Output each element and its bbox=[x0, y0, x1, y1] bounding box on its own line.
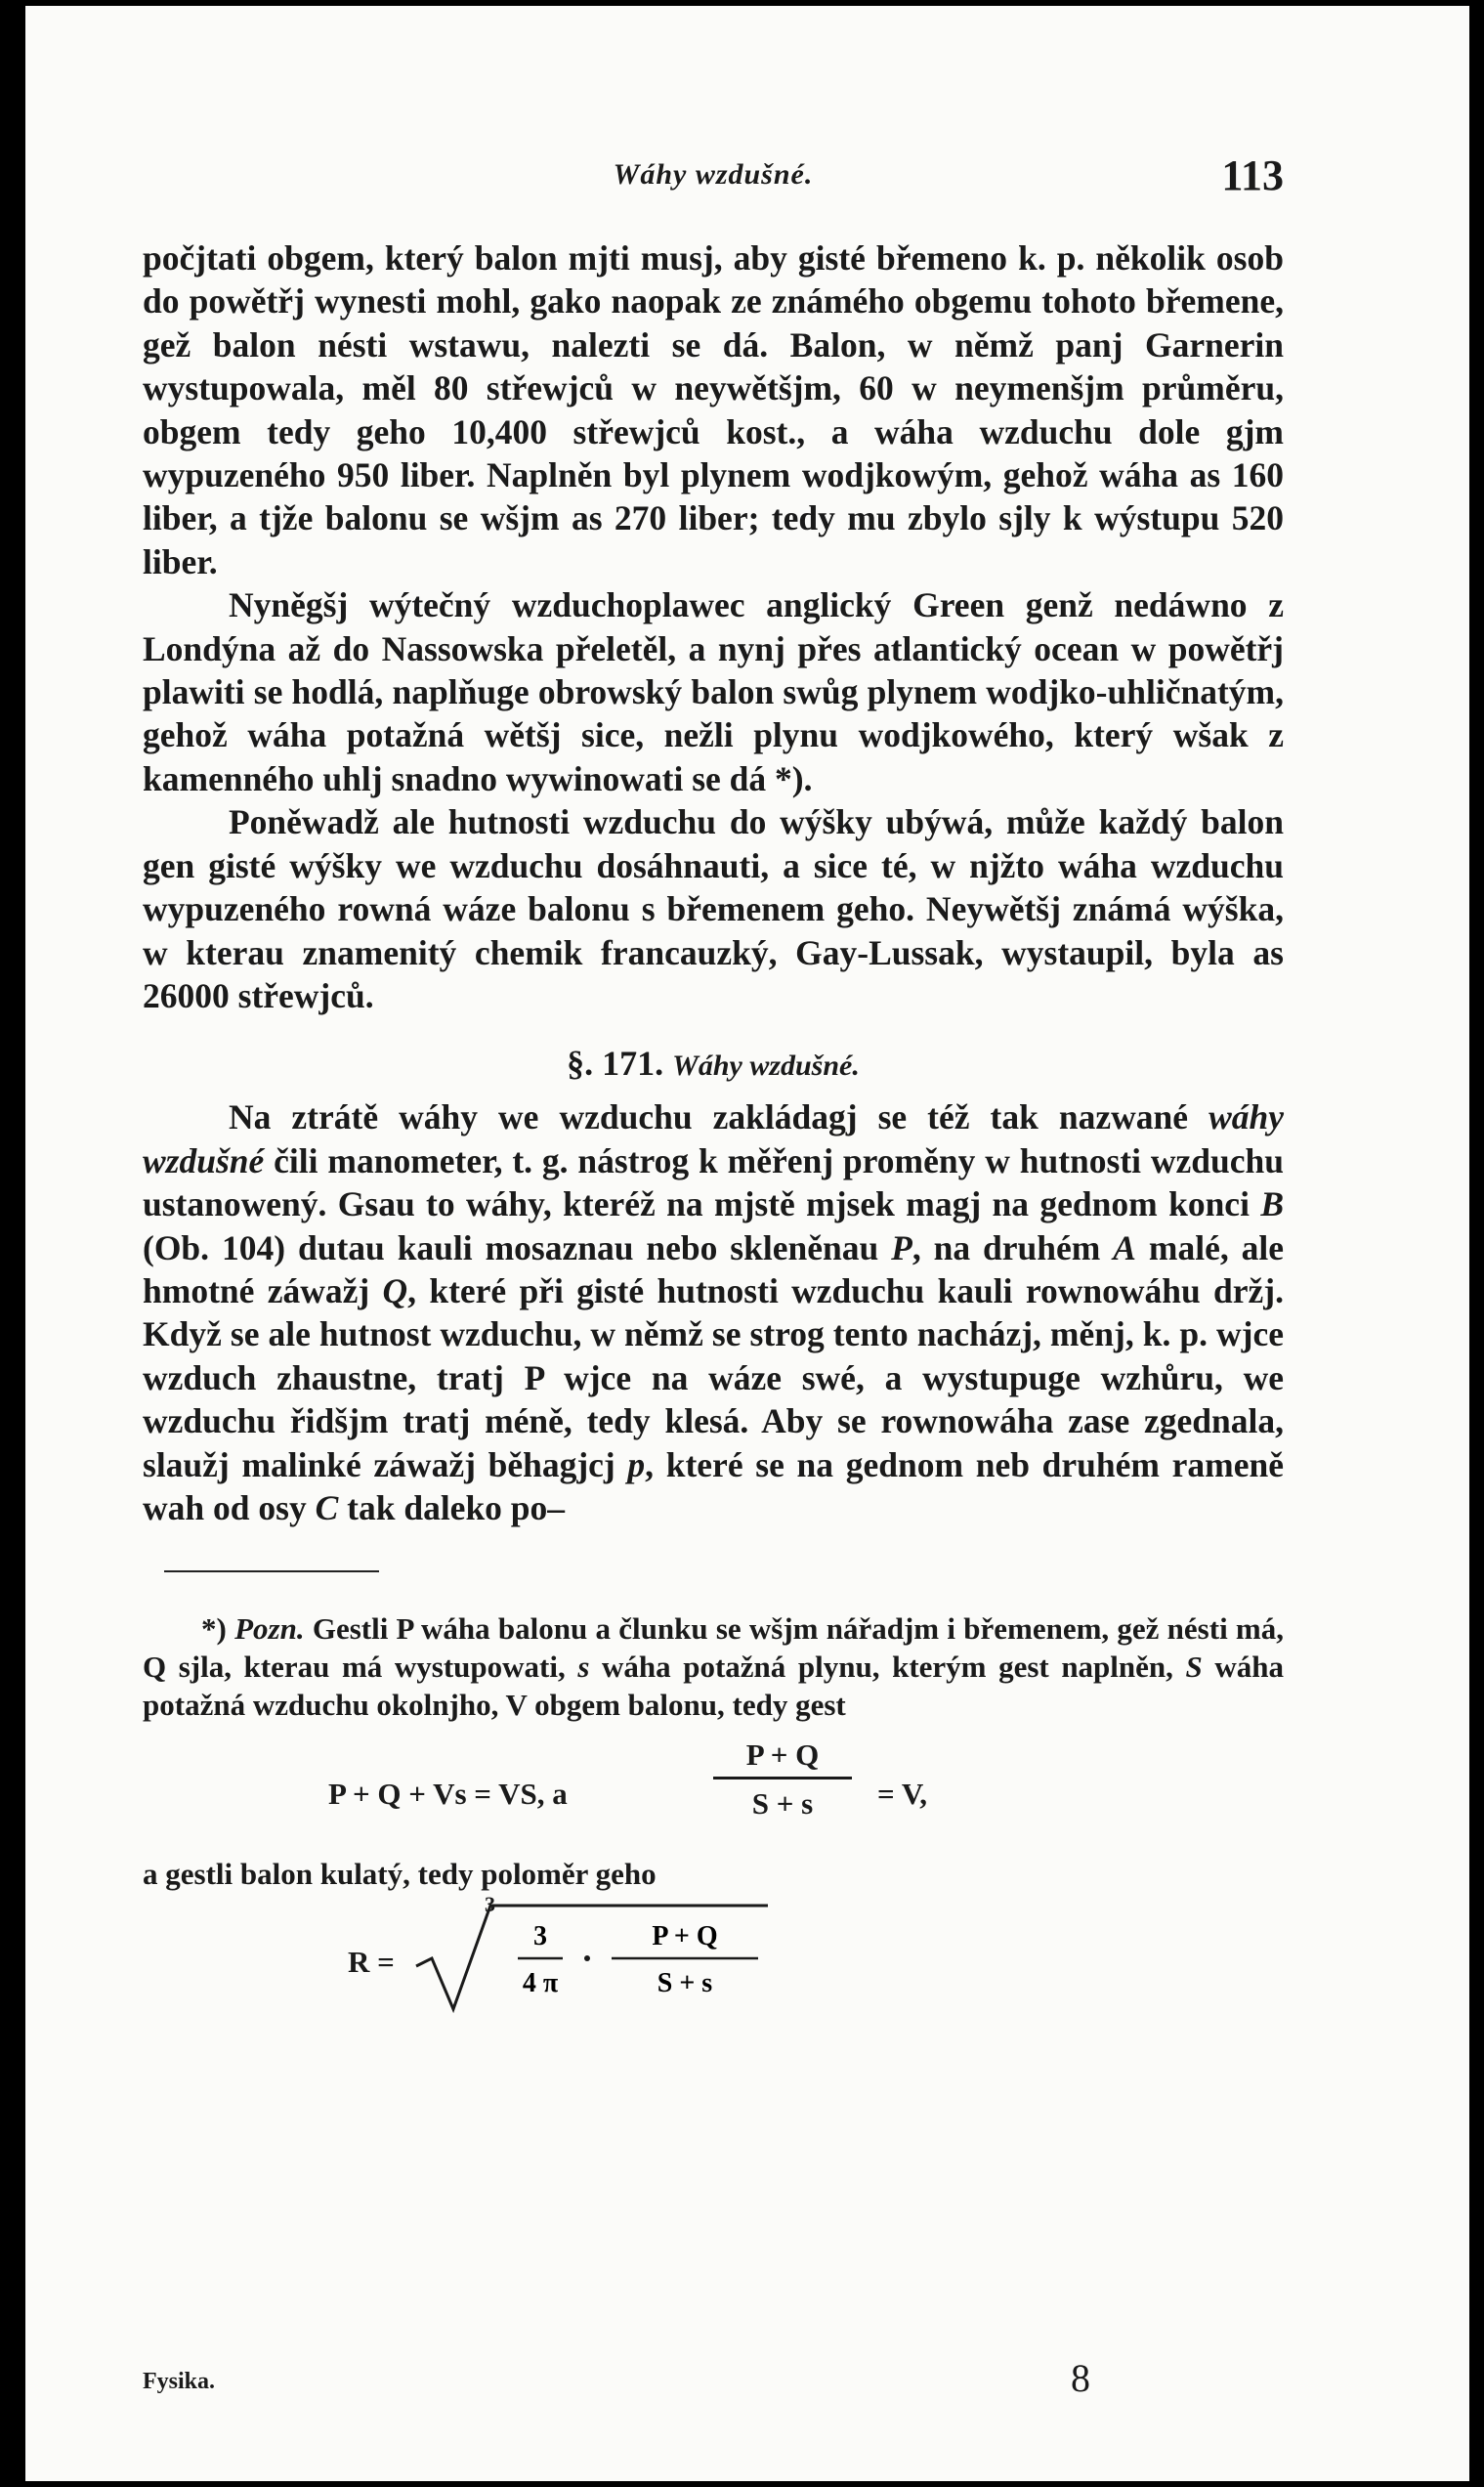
paragraph-manometer: Na ztrátě wáhy we wzduchu zakládagj se též tak nazwané wáhy wzdušné čili manometer, t. g. nástrog k měřenj proměny w hutnosti wzduchu ustanowený. Gsau to wáhy, kteréž na mjstě mjsek magj na gednom konci B (Ob. 104) dutau kauli mosaznau nebo skleněnau P, na druhém A malé, ale hmotné záwažj Q, které při gisté hutnosti wzduchu kauli rownowáhu držj. Když se ale hutnost wzduchu, w němž se strog tento nacházj, měnj, k. p. wjce wzduch zhaustne, tratj P wjce na wáze swé, a wystupuge wzhůru, we wzduchu řidšjm tratj méně, tedy klesá. Aby se rownowáha zase zgednala, slaužj malinké záwažj běhagjcj p, které se na gednom neb druhém rameně wah od osy C tak daleko po– bbox=[143, 1097, 1284, 1527]
formula-balance bbox=[143, 1734, 1284, 1849]
page-body bbox=[143, 236, 1284, 2021]
page-number: 113 bbox=[1221, 151, 1284, 199]
radical-numerator-2: P + Q bbox=[652, 1921, 718, 1952]
section-title: Wáhy wzdušné. bbox=[672, 1050, 860, 1083]
book-page bbox=[25, 6, 1469, 2481]
footnote-divider bbox=[164, 1570, 379, 1572]
running-title: Wáhy wzdušné. bbox=[613, 158, 814, 191]
formula-equation-right: = V, bbox=[877, 1777, 927, 1812]
footnote-abbreviation: Pozn. bbox=[234, 1611, 305, 1647]
section-heading bbox=[143, 1043, 1284, 1084]
formula-fraction bbox=[709, 1734, 856, 1822]
radical-numerator-1: 3 bbox=[533, 1921, 547, 1952]
fraction-denominator: S + s bbox=[751, 1786, 814, 1822]
paragraph-green-aeronaut: Nyněgšj wýtečný wzduchoplawec anglický Green genž nedáwno z Londýna až do Nassowska přeletěl, a nynj přes atlantický ocean w powětřj plawiti se hodlá, naplňuge obrowský balon swůg plynem wodjko-uhličnatým, gehož wáha potažná wětšj sice, nežli plynu wodjkowého, který wšak z kamenného uhlj snadno wywinowati se dá *). bbox=[143, 585, 1284, 798]
footnote-text: *) Pozn. Gestli P wáha balonu a člunku se wšjm nářadjm i břemenem, gež nésti má, Q sjla, kterau má wystupowati, s wáha potažná plynu, kterým gest naplněn, S wáha potažná wzduchu okolnjho, V obgem balonu, tedy gest bbox=[143, 1611, 1284, 1723]
radical-denominator-1: 4 π bbox=[522, 1968, 559, 1999]
formula-radius bbox=[143, 1894, 1284, 2021]
footnote-continuation: a gestli balon kulatý, tedy poloměr geho bbox=[143, 1857, 657, 1892]
fraction-numerator: P + Q bbox=[745, 1737, 820, 1773]
paragraph-balloon-volume: počjtati obgem, který balon mjti musj, aby gisté břemeno k. p. několik osob do powětřj wynesti mohl, gako naopak ze známého obgemu tohoto břemene, gež balon nésti wstawu, nalezti se dá. Balon, w němž panj Garnerin wystupowala, měl 80 střewjců w neywětšjm, 60 w neymenšjm průměru, obgem tedy geho 10,400 střewjců kost., a wáha wzduchu dole gjm wypuzeného 950 liber. Naplněn byl plynem wodjkowým, gehož wáha as 160 liber, a tjže balonu se wšjm as 270 liber; tedy mu zbylo sjly k wýstupu 520 liber. bbox=[143, 238, 1284, 581]
formula-equation-left: P + Q + Vs = VS, a bbox=[328, 1777, 568, 1812]
sheet-number: 8 bbox=[1071, 2356, 1090, 2400]
section-number: §. 171. bbox=[567, 1044, 664, 1084]
signature-mark: Fysika. bbox=[143, 2369, 216, 2394]
paragraph-balloon-height: Poněwadž ale hutnosti wzduchu do wýšky ubýwá, může každý balon gen gisté wýšky we wzduchu dosáhnauti, a sice té, w njžto wáha wzduchu wypuzeného rowná wáze balonu s břemenem geho. Neywětšj známá wýška, w kterau znamenitý chemik francauzký, Gay-Lussak, wystaupil, byla as 26000 střewjců. bbox=[143, 802, 1284, 1015]
page-footer bbox=[143, 2355, 1284, 2423]
page-header bbox=[143, 150, 1284, 209]
radical-index: 3 bbox=[485, 1892, 495, 1917]
formula-radius-lhs: R = bbox=[348, 1945, 395, 1980]
footnote-marker: *) bbox=[201, 1611, 227, 1647]
radical-denominator-2: S + s bbox=[657, 1968, 713, 1999]
multiplication-dot bbox=[584, 1955, 590, 1961]
